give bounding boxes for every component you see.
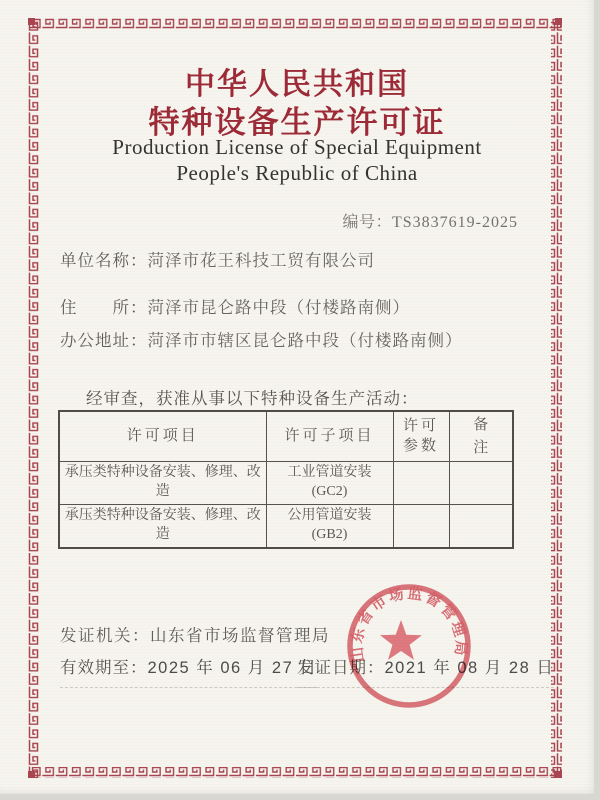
- field-residence: [60, 294, 410, 318]
- cell-license-item: 承压类特种设备安装、修理、改造: [59, 504, 266, 547]
- cell-remarks: [449, 504, 513, 547]
- field-company-name: [60, 247, 375, 271]
- star-icon: [380, 620, 422, 660]
- issue-date-label: 发证日期：: [297, 658, 385, 677]
- cell-license-params: [393, 504, 449, 547]
- issuer-value: 山东省市场监督管理局: [150, 626, 330, 645]
- field-value: 菏泽市花王科技工贸有限公司: [147, 251, 375, 270]
- field-label: 办公地址：: [60, 331, 148, 350]
- title-cn-line2: 特种设备生产许可证: [148, 105, 446, 140]
- seal-text: 山东省市场监督管理局: [349, 585, 469, 664]
- license-table: [58, 410, 514, 549]
- cell-license-subitem: 公用管道安装 (GB2): [266, 504, 393, 547]
- header-remarks: 备注: [449, 411, 513, 462]
- field-value: 菏泽市昆仑路中段（付楼路南侧）: [147, 298, 410, 317]
- field-label: 住 所：: [60, 298, 148, 317]
- header-license-params: 许可参数: [393, 411, 449, 462]
- table-row: [59, 504, 513, 547]
- issue-date-value: 2021 年 08 月 28 日: [384, 659, 555, 677]
- valid-until-line: [60, 654, 317, 688]
- approval-note: 经审查，获准从事以下特种设备生产活动：: [86, 389, 419, 408]
- cell-license-item: 承压类特种设备安装、修理、改造: [59, 462, 266, 505]
- valid-until-value: 2025 年 06 月 27 日: [147, 659, 318, 677]
- table-row: [59, 462, 513, 505]
- header-license-subitem: 许可子项目: [266, 411, 393, 462]
- cell-license-params: [393, 462, 449, 505]
- title-cn-line1: 中华人民共和国: [185, 68, 409, 101]
- title-en-line2: People's Republic of China: [176, 161, 418, 185]
- serial-label: 编号：: [342, 214, 392, 231]
- title-en-line1: Production License of Special Equipment: [112, 135, 482, 159]
- issuer-line: [60, 622, 330, 646]
- serial-number: [342, 209, 518, 232]
- issuer-label: 发证机关：: [60, 626, 150, 645]
- cell-license-subitem: 工业管道安装 (GC2): [266, 462, 393, 505]
- table-header-row: [59, 411, 513, 462]
- field-office-address: [60, 327, 463, 351]
- valid-until-label: 有效期至：: [60, 658, 148, 677]
- official-seal: [343, 580, 475, 712]
- cell-remarks: [449, 462, 513, 505]
- serial-value: TS3837619-2025: [392, 214, 518, 231]
- field-label: 单位名称：: [60, 251, 148, 270]
- field-value: 菏泽市市辖区昆仑路中段（付楼路南侧）: [147, 331, 463, 350]
- header-license-item: 许可项目: [59, 411, 266, 462]
